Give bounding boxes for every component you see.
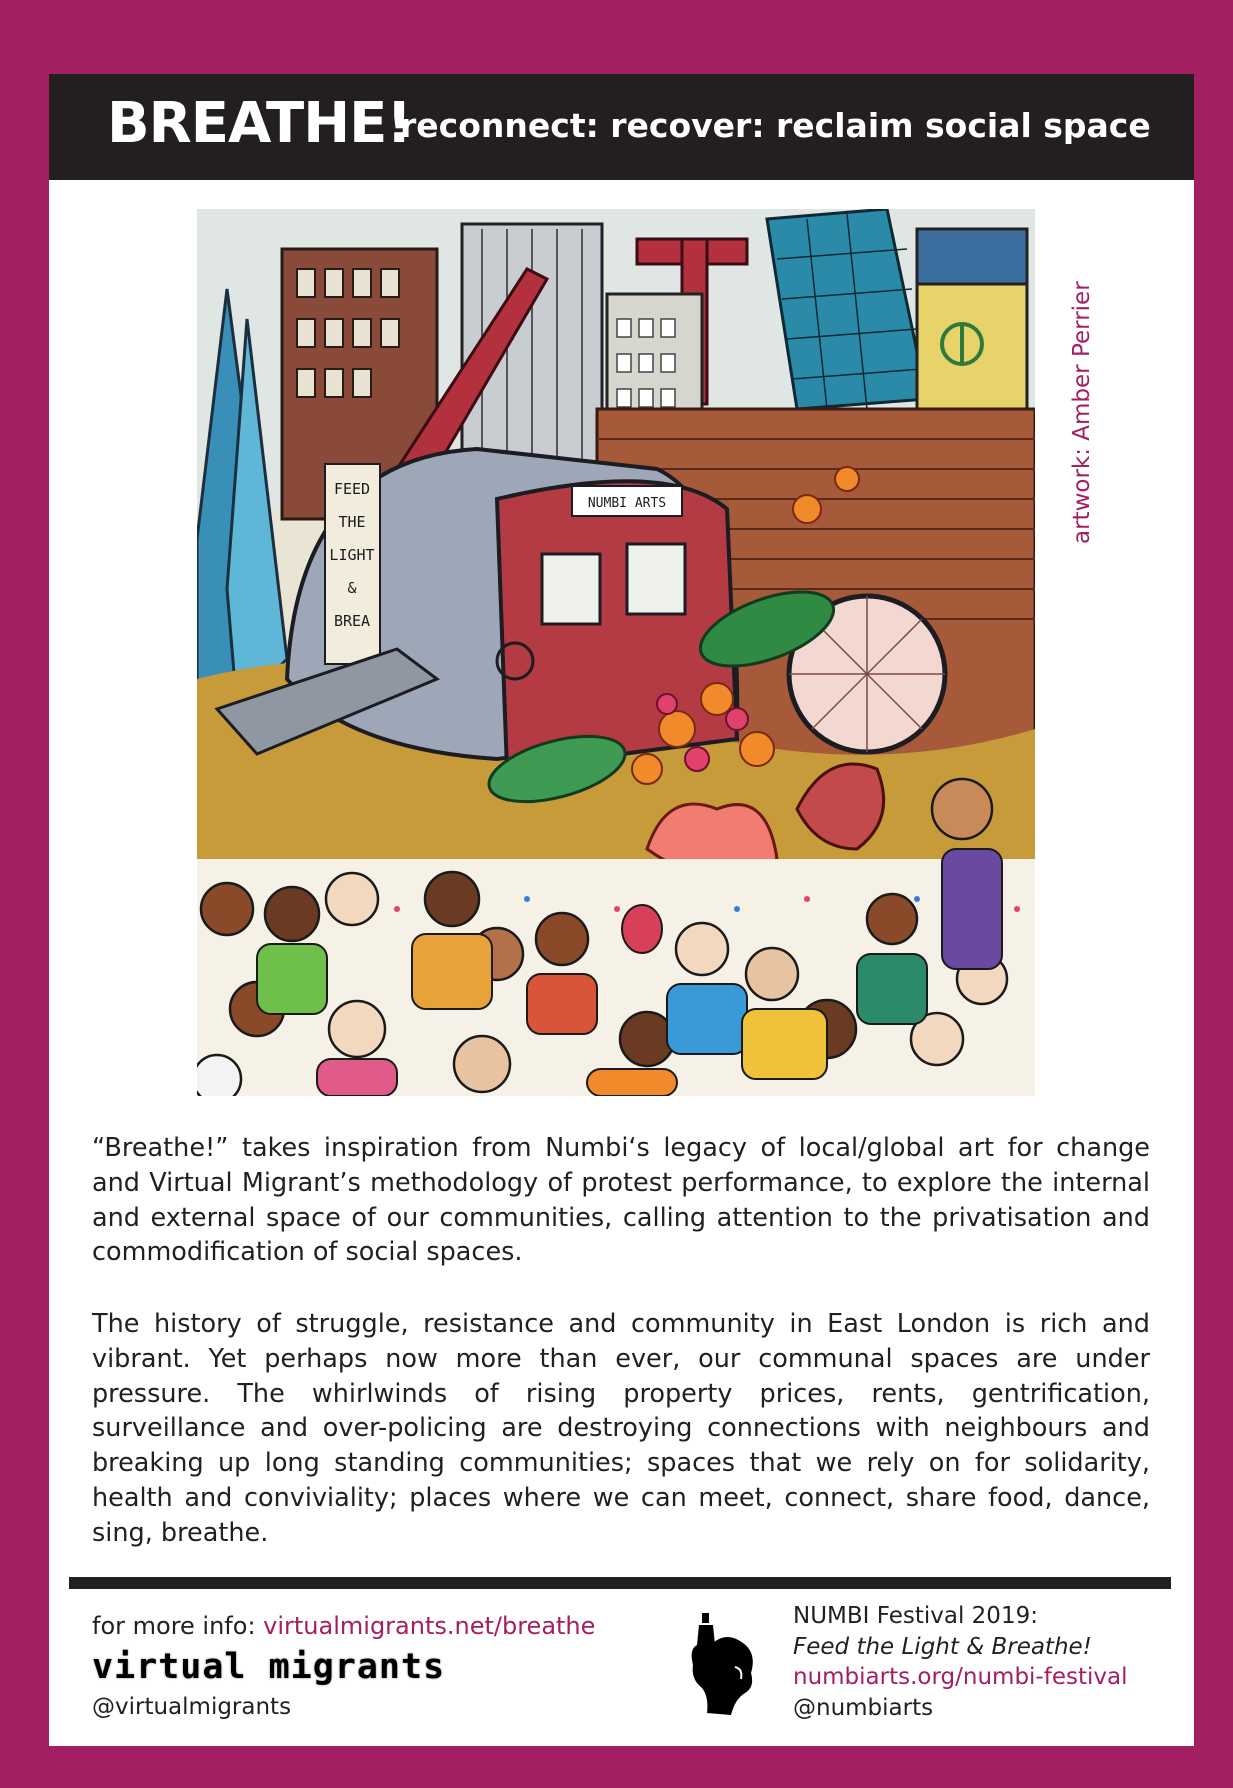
door-text-1: FEED [333, 480, 371, 498]
poster [49, 74, 1194, 1746]
door-text-2: THE [338, 513, 366, 531]
numbi-link[interactable]: numbiarts.org/numbi-festival [793, 1664, 1128, 1690]
breathe-link[interactable]: virtualmigrants.net/breathe [263, 1612, 596, 1640]
artwork-drawing [197, 209, 1035, 1096]
artwork-credit: artwork: Amber Perrier [1069, 281, 1095, 544]
numbi-head-logo [687, 1609, 759, 1721]
artwork-illustration [197, 209, 1035, 1096]
numbi-theme: Feed the Light & Breathe! [793, 1633, 1092, 1660]
more-info [92, 1611, 595, 1641]
footer-divider [69, 1577, 1171, 1589]
door-text-4: & [347, 579, 357, 597]
virtual-migrants-handle[interactable]: @virtualmigrants [92, 1694, 292, 1720]
poster-subtitle: reconnect: recover: reclaim social space [400, 106, 1151, 145]
virtual-migrants-logo: virtual migrants [92, 1647, 446, 1687]
numbi-info [793, 1601, 1127, 1723]
history-paragraph: The history of struggle, resistance and community in East London is rich and vibrant. Yet perhaps now more than ever, our communal spaces are under pressure. The whirlwinds of rising property prices, rents, gentrification, surveillance and over-policing are destroying connections with neighbours and breaking up long standing communities; spaces that we rely on for solidarity, health and conviviality; places where we can meet, connect, share food, dance, sing, breathe. [92, 1309, 1150, 1548]
numbi-festival: NUMBI Festival 2019: [793, 1603, 1038, 1629]
more-info-label: for more info: [92, 1612, 264, 1640]
numbi-handle[interactable]: @numbiarts [793, 1694, 934, 1721]
poster-header [49, 74, 1194, 180]
door-text-3: LIGHT [329, 546, 375, 564]
poster-title: BREATHE! [107, 91, 411, 156]
intro-paragraph: “Breathe!” takes inspiration from Numbi‘s legacy of local/global art for change and Virtual Migrant’s methodology of protest performance, to explore the internal and external space of our communities, calling attention to the privatisation and commodification of social spaces. [92, 1133, 1150, 1268]
numbi-arts-sign: NUMBI ARTS [587, 496, 667, 511]
door-text-5: BREA [333, 612, 371, 630]
